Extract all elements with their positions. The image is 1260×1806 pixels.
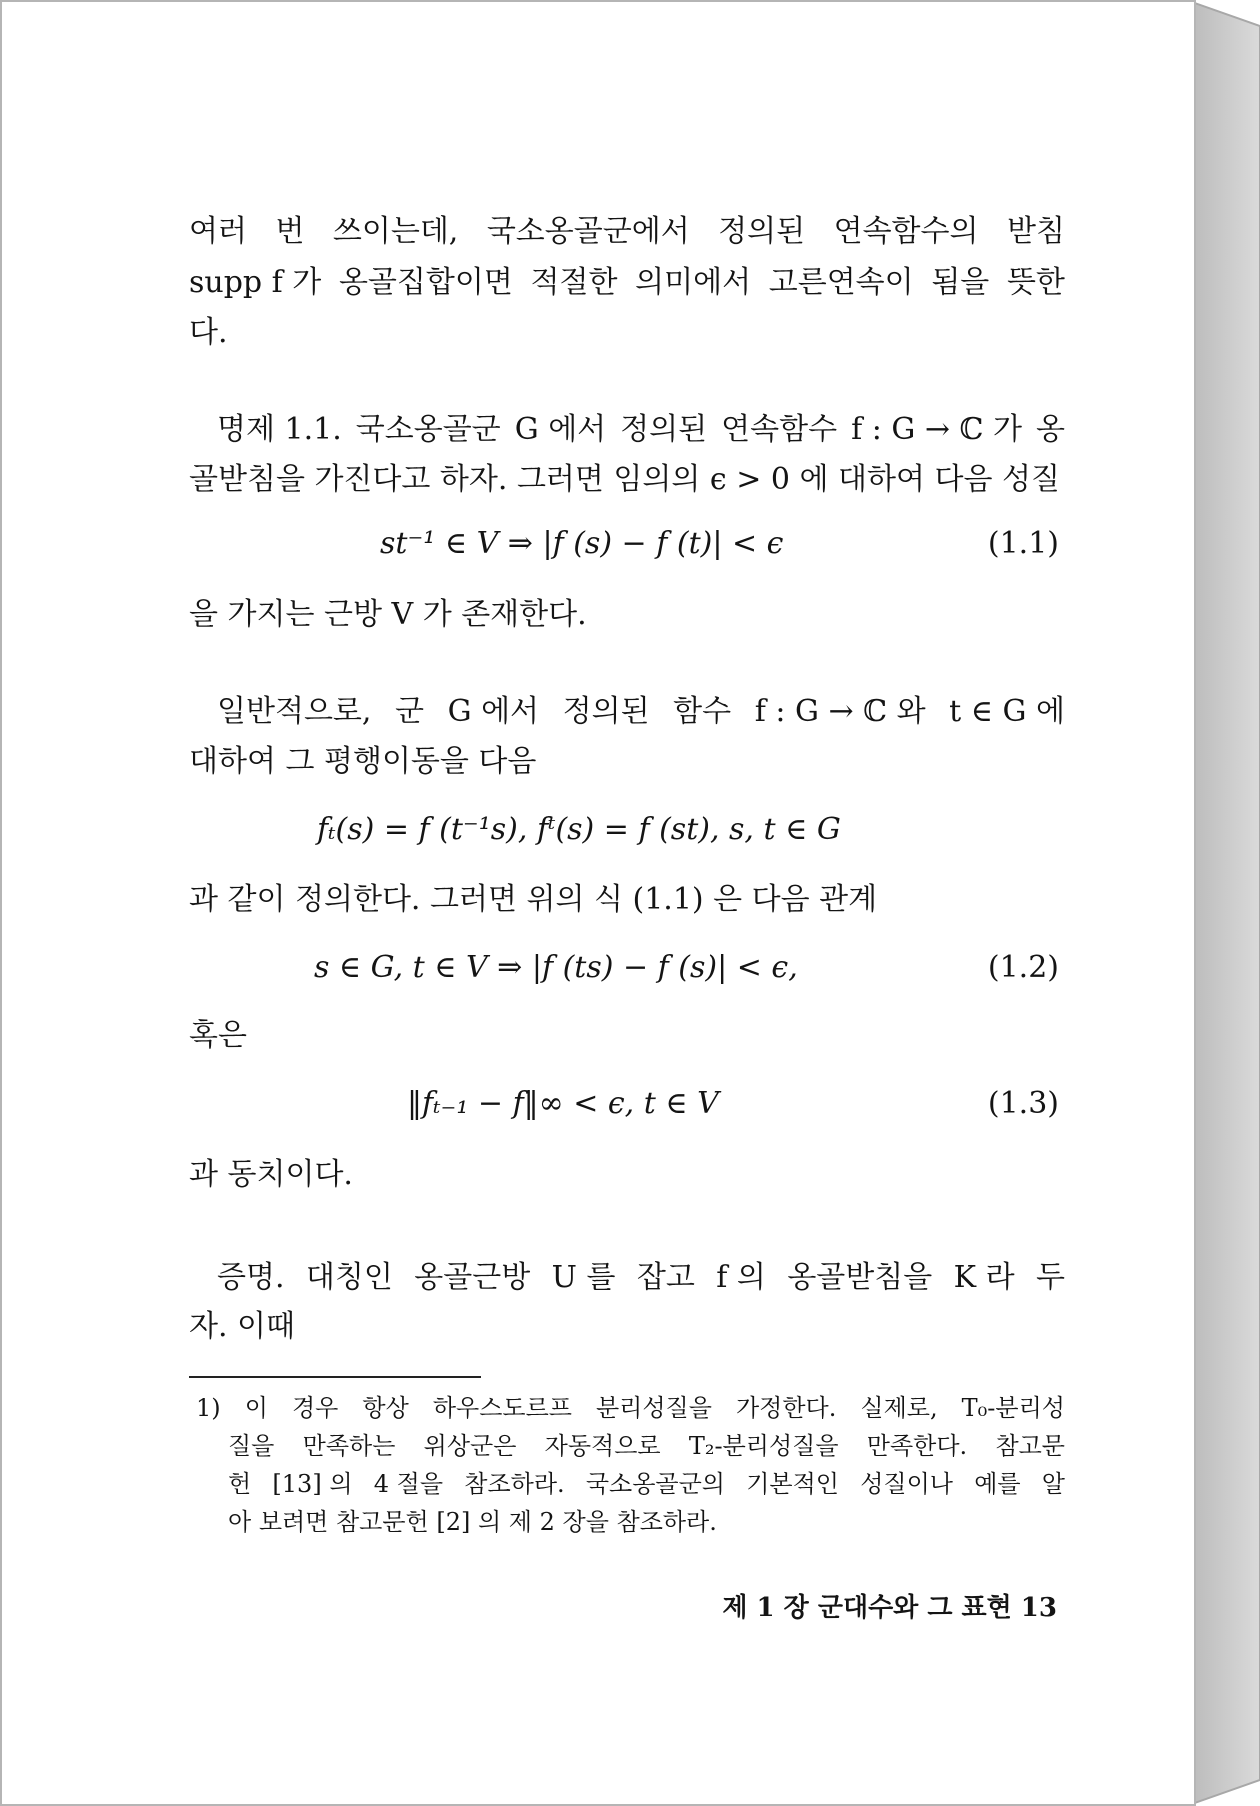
- para1-line1: 여러 번 쓰이는데, 국소옹골군에서 정의된 연속함수의 받침: [189, 214, 1065, 249]
- book-edge-shading: [1186, 0, 1260, 1806]
- equation-number-1-1: (1.1): [987, 526, 1059, 561]
- proof-line1: 증명. 대칭인 옹골근방 U 를 잡고 f 의 옹골받침을 K 라 두: [217, 1260, 1065, 1295]
- proposition-line3: 을 가지는 근방 V 가 존재한다.: [189, 597, 587, 632]
- para2-line5: 과 동치이다.: [189, 1157, 353, 1192]
- para2-line4: 혹은: [189, 1018, 247, 1053]
- footnote-line4: 아 보려면 참고문헌 [2] 의 제 2 장을 참조하라.: [228, 1508, 717, 1536]
- footnote-line2: 질을 만족하는 위상군은 자동적으로 T₂-분리성질을 만족한다. 참고문: [228, 1432, 1065, 1460]
- para1-line3: 다.: [189, 315, 228, 350]
- equation-1-3: ‖fₜ₋₁ − f‖∞ < ϵ, t ∈ V: [407, 1086, 719, 1121]
- footnote-line1: 1) 이 경우 항상 하우스도르프 분리성질을 가정한다. 실제로, T₀-분리성: [196, 1394, 1065, 1422]
- equation-number-1-3: (1.3): [987, 1086, 1059, 1121]
- footnote-line3: 헌 [13] 의 4 절을 참조하라. 국소옹골군의 기본적인 성질이나 예를 알: [228, 1470, 1065, 1498]
- para2-line1: 일반적으로, 군 G 에서 정의된 함수 f : G → ℂ 와 t ∈ G 에: [217, 694, 1065, 729]
- equation-1-2: s ∈ G, t ∈ V ⇒ |f (ts) − f (s)| < ϵ,: [314, 950, 798, 985]
- equation-number-1-2: (1.2): [987, 950, 1059, 985]
- para2-line3: 과 같이 정의한다. 그러면 위의 식 (1.1) 은 다음 관계: [189, 882, 878, 917]
- translation-definition: fₜ(s) = f (t⁻¹s), fᵗ(s) = f (st), s, t ∈ G: [317, 812, 841, 847]
- running-footer: 제 1 장 군대수와 그 표현 13: [722, 1593, 1057, 1623]
- proof-line2: 자. 이때: [189, 1309, 296, 1344]
- para1-line2: supp f 가 옹골집합이면 적절한 의미에서 고른연속이 됨을 뜻한: [189, 265, 1065, 300]
- proposition-line2: 골받침을 가진다고 하자. 그러면 임의의 ϵ > 0 에 대하여 다음 성질: [189, 462, 1060, 497]
- proposition-line1: 명제 1.1. 국소옹골군 G 에서 정의된 연속함수 f : G → ℂ 가 옹: [217, 412, 1065, 447]
- para2-line2: 대하여 그 평행이동을 다음: [189, 744, 537, 779]
- equation-1-1: st⁻¹ ∈ V ⇒ |f (s) − f (t)| < ϵ: [380, 526, 784, 561]
- footnote-divider: [189, 1376, 481, 1378]
